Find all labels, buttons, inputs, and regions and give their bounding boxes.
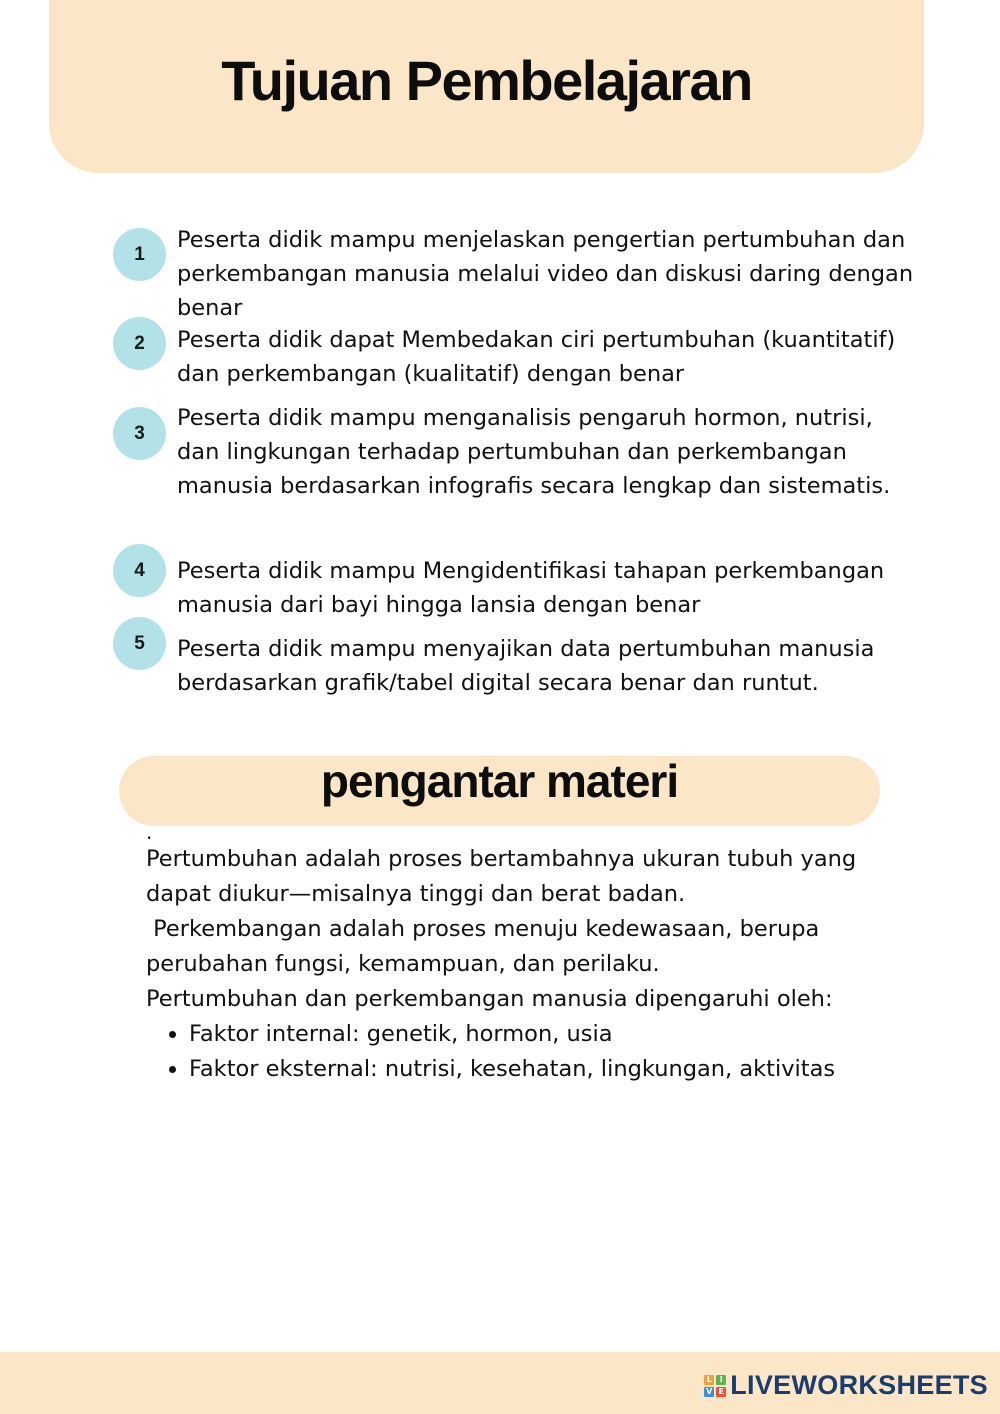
number-badge: 1 (113, 228, 166, 281)
number-badge: 3 (113, 407, 166, 460)
objective-text: Peserta didik mampu menjelaskan pengertian pertumbuhan dan perkembangan manusia melalui video dan diskusi daring dengan benar (177, 227, 914, 321)
logo-letter-i: I (716, 1375, 726, 1385)
objective-text: Peserta didik dapat Membedakan ciri pertumbuhan (kuantitatif) dan perkembangan (kualitatif) dengan benar (177, 327, 896, 387)
objective-text: Peserta didik mampu Mengidentifikasi tahapan perkembangan manusia dari bayi hingga lansia dengan benar (177, 558, 885, 618)
brand-logo[interactable] (704, 1370, 988, 1401)
section-title: pengantar materi (320, 755, 679, 807)
number-badge: 2 (113, 317, 166, 370)
logo-letter-v: V (706, 1386, 713, 1396)
logo-letter-l: L (704, 1375, 714, 1385)
intro-content (146, 822, 866, 1087)
number-badge: 4 (113, 544, 166, 597)
objective-text: Peserta didik mampu menyajikan data pertumbuhan manusia berdasarkan grafik/tabel digital secara benar dan runtut. (177, 636, 875, 696)
brand-name: LIVEWORKSHEETS (730, 1370, 988, 1400)
factor-item: • Faktor internal: genetik, hormon, usia (189, 1017, 866, 1052)
logo-letter-e: E (716, 1387, 726, 1397)
page-title: Tujuan Pembelajaran (221, 49, 752, 112)
number-badge: 5 (113, 617, 166, 670)
objective-text: Peserta didik mampu menganalisis pengaruh hormon, nutrisi, dan lingkungan terhadap pertumbuhan dan perkembangan manusia berdasarkan infografis secara lengkap dan sistematis. (177, 405, 891, 499)
factor-item: • Faktor eksternal: nutrisi, kesehatan, lingkungan, aktivitas (189, 1052, 866, 1087)
brand-logo-icon (704, 1375, 726, 1397)
factor-list (146, 1017, 866, 1087)
intro-paragraph: Pertumbuhan adalah proses bertambahnya ukuran tubuh yang dapat diukur—misalnya tinggi dan berat badan. Perkembangan adalah proses menuju kedewasaan, berupa perubahan fungsi, kemampuan, dan perilaku. Pertumbuhan dan perkembangan manusia dipengaruhi oleh: (146, 846, 857, 1012)
stray-dot: . (146, 820, 153, 844)
